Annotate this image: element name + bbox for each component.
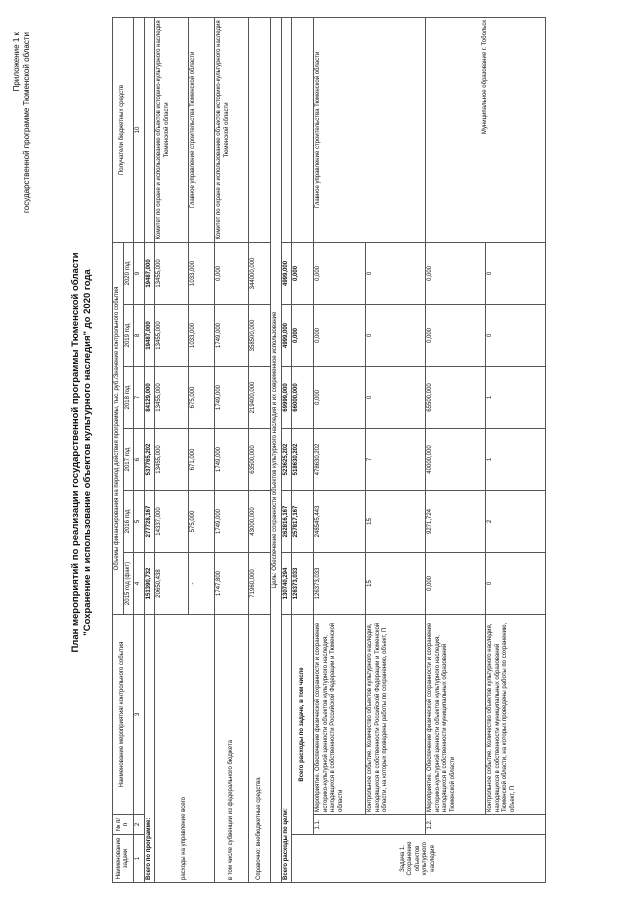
value-cell: 1749,000 (215, 491, 249, 553)
value-cell: 0 (366, 367, 426, 429)
program-total-row (144, 17, 155, 882)
item-number: 1.1. (314, 815, 426, 835)
header-funding-group: Объемы финансирования на период действия программы, тыс. руб./Значение контрольного события (113, 242, 124, 614)
table-row (215, 17, 249, 882)
row-label: Всего расходы по задаче, в том числе (292, 615, 314, 835)
value-cell: 20650,438 (155, 553, 189, 615)
table-row (426, 17, 486, 882)
header-year: 2017 год (123, 429, 134, 491)
recipient-cell (281, 17, 292, 242)
value-cell: 4999,000 (281, 305, 292, 367)
table-row (249, 17, 271, 882)
value-cell: 0,000 (314, 367, 366, 429)
task-name: Задача 1. Сохранение объектов культурного наследия (292, 835, 546, 883)
value-cell: 0,000 (426, 242, 486, 304)
value-cell: 1749,000 (215, 429, 249, 491)
header-year: 2019 год (123, 305, 134, 367)
row-label: расходы на управление всего (155, 615, 215, 883)
header-task-name: Наименование задачи (113, 835, 134, 883)
recipient-cell (292, 17, 314, 242)
value-cell: 248545,443 (314, 491, 366, 553)
column-number: 5 (134, 491, 145, 553)
value-cell: 0,000 (292, 305, 314, 367)
header-recipients: Получатели бюджетных средств (113, 17, 134, 242)
item-number: 1.2. (426, 815, 546, 835)
value-cell: 7 (366, 429, 426, 491)
target-total-row (281, 17, 292, 882)
value-cell: 344000,000 (249, 242, 271, 304)
column-number: 8 (134, 305, 145, 367)
column-number: 2 (134, 815, 145, 835)
header-year: 2018 год (123, 367, 134, 429)
table-row (155, 17, 189, 882)
row-label: в том числе субвенции из федерального бюджета (215, 615, 249, 883)
value-cell: 19487,000 (144, 305, 155, 367)
value-cell: 130740,294 (281, 553, 292, 615)
value-cell: 15 (366, 553, 426, 615)
value-cell: 523625,202 (281, 429, 292, 491)
table-row (314, 17, 366, 882)
value-cell: 675,000 (189, 367, 215, 429)
value-cell: 0,000 (215, 242, 249, 304)
column-number: 7 (134, 367, 145, 429)
value-cell: 0,000 (292, 242, 314, 304)
value-cell: 19487,000 (144, 242, 155, 304)
value-cell: 575,000 (189, 491, 215, 553)
value-cell: 1749,000 (215, 367, 249, 429)
header-year: 2020 год (123, 242, 134, 304)
recipient-cell: Комитет по охране и использованию объектов историко-культурного наследия Тюменской области (155, 17, 189, 242)
recipient-cell: Муниципальное образование г. Тобольск (426, 17, 546, 242)
value-cell: 1033,000 (189, 242, 215, 304)
value-cell: 478630,202 (314, 429, 366, 491)
column-number: 4 (134, 553, 145, 615)
recipient-cell: Главное управление строительства Тюменской области (189, 17, 215, 242)
row-label: Всего расходы по цели: (281, 615, 292, 883)
value-cell: 1747,800 (215, 553, 249, 615)
recipient-cell (144, 17, 155, 242)
value-cell: 219400,000 (249, 367, 271, 429)
value-cell: 13455,000 (155, 305, 189, 367)
document-title (70, 0, 94, 905)
value-cell: 14337,000 (155, 491, 189, 553)
value-cell: 66000,000 (292, 367, 314, 429)
value-cell: 537765,202 (144, 429, 155, 491)
value-cell: 9271,724 (426, 491, 486, 553)
value-cell: 0,000 (314, 242, 366, 304)
value-cell: 15 (366, 491, 426, 553)
value-cell: 69999,000 (281, 367, 292, 429)
recipient-cell: Комитет по охране и использованию объектов историко-культурного наследия Тюменской области (215, 17, 249, 242)
column-number: 1 (134, 835, 145, 883)
value-cell: 1 (486, 367, 546, 429)
header-event-name: Наименование мероприятия/ контрольного события (113, 615, 134, 815)
event-cell: Мероприятие. Обеспечение физической сохранности и сохранение историко-культурной ценности объектов культурного наследия, находящихся в собственности муниципальных образований Тюменской области (426, 615, 486, 815)
value-cell: 0 (366, 242, 426, 304)
control-event-cell: Контрольное событие. Количество объектов культурного наследия, находящихся в собственности муниципальных образований Тюменской области, на которых проведены работы по сохранению, объект, П (486, 615, 546, 815)
row-label: Справочно: внебюджетные средства (249, 615, 271, 883)
value-cell: 4999,000 (281, 242, 292, 304)
value-cell: 1 (486, 429, 546, 491)
event-cell: Мероприятие. Обеспечение физической сохранности и сохранение историко-культурной ценности объектов культурного наследия, находящихся в собственности Российской Федерации и Тюменской области (314, 615, 366, 815)
column-number: 6 (134, 429, 145, 491)
goal-row (271, 17, 282, 882)
column-number-row (134, 17, 145, 882)
value-cell: 43000,000 (249, 491, 271, 553)
title-line-2: "Сохранение и использование объектов культурного наследия" до 2020 года (82, 269, 93, 636)
value-cell: 0 (486, 305, 546, 367)
table-header-row (113, 17, 124, 882)
value-cell: 13455,000 (155, 429, 189, 491)
task-total-row (292, 17, 314, 882)
value-cell: 71960,000 (249, 553, 271, 615)
value-cell: 671,000 (189, 429, 215, 491)
value-cell: 63500,000 (249, 429, 271, 491)
column-number: 9 (134, 242, 145, 304)
value-cell: 0 (486, 242, 546, 304)
value-cell: 126373,033 (292, 553, 314, 615)
value-cell: 518630,202 (292, 429, 314, 491)
value-cell: 0 (486, 553, 546, 615)
appendix-line-1: Приложение 1 к (12, 32, 21, 92)
value-cell: 65500,000 (426, 367, 486, 429)
header-number: № п/п (113, 815, 134, 835)
value-cell: 0,000 (426, 553, 486, 615)
recipient-cell (249, 17, 271, 242)
value-cell: 2 (486, 491, 546, 553)
value-cell: 0,000 (426, 305, 486, 367)
value-cell: 0 (366, 305, 426, 367)
value-cell: 262816,167 (281, 491, 292, 553)
value-cell: 84129,000 (144, 367, 155, 429)
appendix-note (12, 32, 32, 213)
value-cell: 1749,000 (215, 305, 249, 367)
row-label: Всего по программе: (144, 615, 155, 883)
value-cell: 277728,167 (144, 491, 155, 553)
value-cell: 257817,167 (292, 491, 314, 553)
goal-text: Цель: Обеспечение сохранности объектов культурного наследия и их современное использование (271, 17, 282, 882)
recipient-cell: Главное управление строительства Тюменской области (314, 17, 426, 242)
value-cell: 13455,000 (155, 242, 189, 304)
column-number: 3 (134, 615, 145, 815)
value-cell: 358500,000 (249, 305, 271, 367)
header-year: 2015 год (факт) (123, 553, 134, 615)
title-line-1: План мероприятий по реализации государственной программы Тюменской области (70, 252, 81, 653)
value-cell: 40000,000 (426, 429, 486, 491)
column-number: 10 (134, 17, 145, 242)
appendix-line-2: государственной программе Тюменской области (22, 32, 31, 213)
value-cell: 151390,732 (144, 553, 155, 615)
value-cell: - (189, 553, 215, 615)
value-cell: 0,000 (314, 305, 366, 367)
value-cell: 126373,033 (314, 553, 366, 615)
header-year: 2016 год (123, 491, 134, 553)
control-event-cell: Контрольное событие. Количество объектов культурного наследия, находящихся в собственности Российской Федерации и Тюменской области, на которых проведены работы по сохранению, объект, П (366, 615, 426, 815)
value-cell: 13455,000 (155, 367, 189, 429)
value-cell: 1033,000 (189, 305, 215, 367)
plan-table (112, 17, 546, 883)
